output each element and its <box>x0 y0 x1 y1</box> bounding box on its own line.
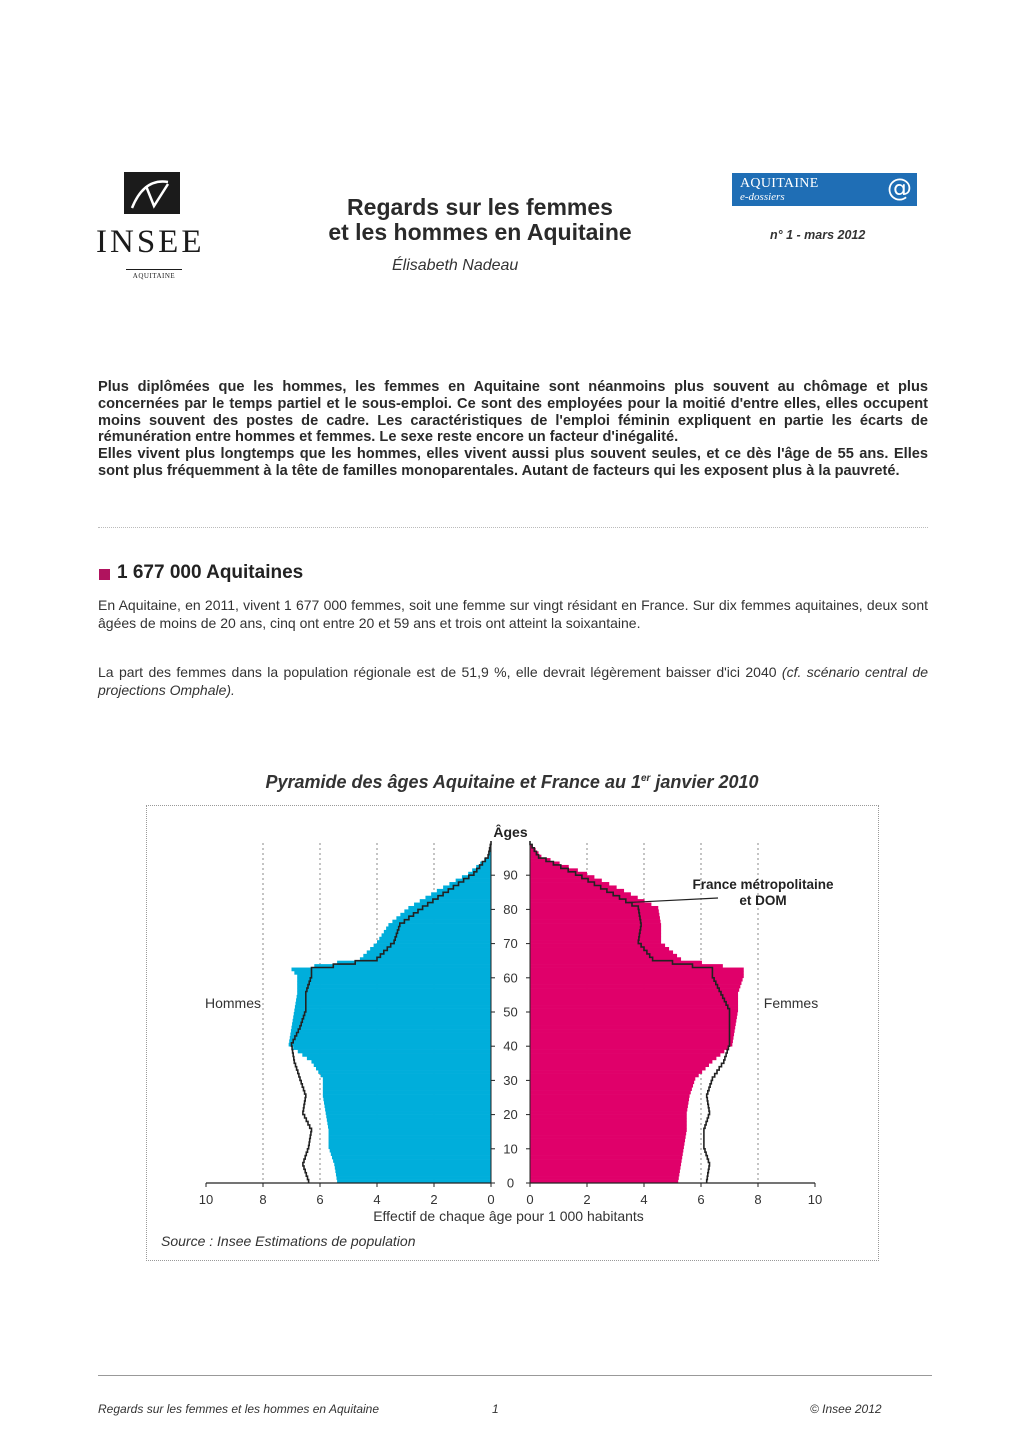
bar-hommes-age-6 <box>333 1159 491 1163</box>
bar-femmes-age-72 <box>530 933 661 937</box>
bar-femmes-age-71 <box>530 937 661 941</box>
bar-hommes-age-20 <box>326 1111 491 1115</box>
bar-hommes-age-3 <box>335 1169 491 1173</box>
bar-hommes-age-32 <box>318 1070 491 1074</box>
section-title: 1 677 000 Aquitaines <box>117 562 304 583</box>
bar-hommes-age-22 <box>325 1104 491 1108</box>
bar-femmes-age-42 <box>530 1036 733 1040</box>
bar-femmes-age-30 <box>530 1077 695 1081</box>
bar-femmes-age-52 <box>530 1002 738 1006</box>
bar-femmes-age-39 <box>530 1046 728 1050</box>
bar-femmes-age-67 <box>530 950 673 954</box>
bar-hommes-age-38 <box>298 1050 491 1054</box>
x-tick-label-left-4: 4 <box>373 1192 381 1207</box>
bar-hommes-age-35 <box>311 1060 491 1064</box>
bar-femmes-age-54 <box>530 995 738 999</box>
bar-femmes-age-5 <box>530 1162 681 1166</box>
bar-femmes-age-23 <box>530 1101 688 1105</box>
bar-hommes-age-49 <box>294 1012 491 1016</box>
at-sign-icon: @ <box>887 173 912 202</box>
bar-hommes-age-29 <box>323 1080 491 1084</box>
bar-hommes-age-23 <box>324 1101 491 1105</box>
chart-source: Source : Insee Estimations de population <box>161 1233 416 1249</box>
bar-femmes-age-10 <box>530 1145 684 1149</box>
bar-hommes-age-57 <box>297 985 491 989</box>
label-femmes: Femmes <box>763 995 819 1011</box>
bar-hommes-age-55 <box>297 991 491 995</box>
bar-hommes-age-37 <box>302 1053 491 1057</box>
bar-femmes-age-43 <box>530 1033 734 1037</box>
x-tick-label-right-6: 6 <box>697 1192 705 1207</box>
bar-hommes-age-48 <box>293 1015 491 1019</box>
abstract-paragraph-2: Elles vivent plus longtemps que les hommes, elles vivent aussi plus souvent seules, et ce dès l'âge de 55 ans. Elles sont plus fréquemment à la tête de familles monoparentales. Autant de facteurs qui les exposent plus à la pauvreté. <box>98 446 928 479</box>
bar-femmes-age-25 <box>530 1094 690 1098</box>
bar-femmes-age-3 <box>530 1169 680 1173</box>
bar-femmes-age-58 <box>530 981 741 985</box>
bar-femmes-age-20 <box>530 1111 687 1115</box>
footer-rule <box>98 1375 932 1376</box>
bar-hommes-age-21 <box>325 1108 491 1112</box>
bar-femmes-age-38 <box>530 1050 724 1054</box>
bar-femmes-age-19 <box>530 1115 687 1119</box>
bar-hommes-age-13 <box>329 1135 491 1139</box>
bar-hommes-age-54 <box>297 995 491 999</box>
bar-femmes-age-53 <box>530 998 738 1002</box>
document-title <box>240 195 720 245</box>
y-tick-label-10: 10 <box>503 1141 518 1157</box>
y-tick-label-20: 20 <box>503 1107 518 1123</box>
bar-femmes-age-1 <box>530 1176 679 1180</box>
x-tick-label-left-10: 10 <box>198 1192 214 1207</box>
bar-hommes-age-41 <box>289 1039 491 1043</box>
badge-line-1: AQUITAINE <box>740 176 819 191</box>
bar-hommes-age-46 <box>292 1022 491 1026</box>
bar-femmes-age-44 <box>530 1029 735 1033</box>
bar-femmes-age-46 <box>530 1022 736 1026</box>
insee-logo <box>96 172 205 284</box>
author: Élisabeth Nadeau <box>392 257 519 274</box>
bar-hommes-age-44 <box>291 1029 491 1033</box>
annotation-france-line-2: et DOM <box>739 893 787 908</box>
section-paragraph-2 <box>98 664 928 699</box>
x-tick-label-right-8: 8 <box>754 1192 762 1207</box>
bar-femmes-age-21 <box>530 1108 687 1112</box>
bar-femmes-age-41 <box>530 1039 733 1043</box>
bar-hommes-age-16 <box>328 1125 491 1129</box>
population-pyramid-chart <box>146 805 877 1259</box>
bar-hommes-age-45 <box>292 1026 492 1030</box>
bar-femmes-age-12 <box>530 1139 685 1143</box>
bar-hommes-age-15 <box>329 1128 491 1132</box>
bar-femmes-age-22 <box>530 1104 688 1108</box>
y-axis-label: Âges <box>493 824 528 840</box>
section-paragraph-1: En Aquitaine, en 2011, vivent 1 677 000 femmes, soit une femme sur vingt résidant en France. Sur dix femmes aquitaines, deux sont âgées de moins de 20 ans, cinq ont entre 20 et 59 ans et trois ont atteint la soixantaine. <box>98 597 928 631</box>
bar-femmes-age-11 <box>530 1142 684 1146</box>
y-tick-label-70: 70 <box>503 936 518 952</box>
y-tick-label-80: 80 <box>503 901 518 917</box>
bar-hommes-age-2 <box>336 1173 491 1177</box>
bar-femmes-age-57 <box>530 985 740 989</box>
bar-hommes-age-27 <box>323 1087 491 1091</box>
y-tick-label-50: 50 <box>503 1004 518 1020</box>
chart-title-main: Pyramide des âges Aquitaine et France au 1 <box>265 772 641 792</box>
bar-hommes-age-39 <box>293 1046 491 1050</box>
bar-hommes-age-56 <box>297 988 491 992</box>
bar-femmes-age-4 <box>530 1166 680 1170</box>
bar-hommes-age-73 <box>384 930 491 934</box>
bar-hommes-age-5 <box>334 1162 491 1166</box>
bar-hommes-age-28 <box>323 1084 491 1088</box>
footer-copyright: © Insee 2012 <box>810 1402 882 1416</box>
bar-femmes-age-33 <box>530 1067 706 1071</box>
title-line-2: et les hommes en Aquitaine <box>328 219 632 245</box>
bar-femmes-age-68 <box>530 947 669 951</box>
x-tick-label-left-8: 8 <box>259 1192 267 1207</box>
abstract <box>98 379 928 480</box>
bar-femmes-age-55 <box>530 991 738 995</box>
bar-femmes-age-50 <box>530 1009 738 1013</box>
x-tick-label-right-2: 2 <box>583 1192 591 1207</box>
bar-hommes-age-24 <box>323 1098 491 1102</box>
separator <box>98 527 928 528</box>
bar-hommes-age-11 <box>329 1142 491 1146</box>
chart-title-sup: er <box>640 773 651 784</box>
bar-hommes-age-61 <box>294 971 491 975</box>
bar-hommes-age-26 <box>323 1091 491 1095</box>
bar-femmes-age-27 <box>530 1087 692 1091</box>
bar-femmes-age-17 <box>530 1121 687 1125</box>
bar-hommes-age-7 <box>332 1156 491 1160</box>
bar-femmes-age-59 <box>530 978 743 982</box>
bar-femmes-age-45 <box>530 1026 735 1030</box>
bar-femmes-age-24 <box>530 1098 689 1102</box>
insee-logo-region: AQUITAINE <box>126 269 182 280</box>
bar-femmes-age-7 <box>530 1156 682 1160</box>
x-tick-label-right-10: 10 <box>807 1192 823 1207</box>
bar-hommes-age-42 <box>290 1036 491 1040</box>
bar-hommes-age-19 <box>326 1115 491 1119</box>
bar-femmes-age-48 <box>530 1015 737 1019</box>
bar-femmes-age-32 <box>530 1070 702 1074</box>
label-hommes: Hommes <box>204 995 262 1011</box>
bar-hommes-age-53 <box>296 998 491 1002</box>
bar-hommes-age-1 <box>337 1176 491 1180</box>
section-bullet-icon <box>99 569 110 580</box>
badge-line-2: e-dossiers <box>740 191 785 203</box>
bar-hommes-age-59 <box>297 978 491 982</box>
x-axis-label: Effectif de chaque âge pour 1 000 habitants <box>373 1208 644 1224</box>
x-tick-label-right-0: 0 <box>526 1192 534 1207</box>
title-line-1: Regards sur les femmes <box>347 194 613 220</box>
bar-hommes-age-51 <box>295 1005 491 1009</box>
bar-hommes-age-58 <box>297 981 491 985</box>
annotation-france-line-1: France métropolitaine <box>692 877 834 892</box>
bar-femmes-age-31 <box>530 1074 699 1078</box>
bar-femmes-age-18 <box>530 1118 687 1122</box>
abstract-paragraph-1: Plus diplômées que les hommes, les femmes en Aquitaine sont néanmoins plus souvent au chômage et plus concernées par le temps partiel et le sous-emploi. Ce sont des employées pour la moitié d'entre elles, elles occupent moins souvent des postes de cadre. Les caractéristiques de l'emploi féminin expliquent en partie les écarts de rémunération entre hommes et femmes. Le sexe reste encore un facteur d'inégalité. <box>98 379 928 446</box>
bar-hommes-age-25 <box>323 1094 491 1098</box>
bar-femmes-age-37 <box>530 1053 720 1057</box>
bar-femmes-age-73 <box>530 930 661 934</box>
bar-hommes-age-40 <box>289 1043 491 1047</box>
bar-hommes-age-9 <box>330 1149 491 1153</box>
x-tick-label-left-2: 2 <box>430 1192 438 1207</box>
bar-femmes-age-36 <box>530 1056 716 1060</box>
bar-hommes-age-36 <box>307 1056 491 1060</box>
bar-femmes-age-49 <box>530 1012 737 1016</box>
chart-title <box>150 772 874 793</box>
y-tick-label-30: 30 <box>503 1072 518 1088</box>
bar-hommes-age-43 <box>290 1033 491 1037</box>
bar-femmes-age-2 <box>530 1173 679 1177</box>
bar-hommes-age-14 <box>329 1132 491 1136</box>
bar-hommes-age-8 <box>331 1152 491 1156</box>
y-tick-label-0: 0 <box>506 1175 515 1191</box>
bar-hommes-age-60 <box>297 974 491 978</box>
bar-femmes-age-47 <box>530 1019 736 1023</box>
x-tick-label-left-0: 0 <box>487 1192 495 1207</box>
y-tick-label-40: 40 <box>503 1038 518 1054</box>
y-tick-label-60: 60 <box>503 970 518 986</box>
x-tick-label-left-6: 6 <box>316 1192 324 1207</box>
footer-page-number: 1 <box>492 1402 499 1416</box>
bar-hommes-age-12 <box>329 1139 491 1143</box>
bar-hommes-age-47 <box>293 1019 491 1023</box>
bar-femmes-age-35 <box>530 1060 712 1064</box>
bar-femmes-age-16 <box>530 1125 687 1129</box>
bar-femmes-age-51 <box>530 1005 738 1009</box>
bar-femmes-age-14 <box>530 1132 686 1136</box>
edossiers-badge <box>732 173 917 206</box>
bar-hommes-age-33 <box>316 1067 491 1071</box>
bar-femmes-age-8 <box>530 1152 683 1156</box>
bar-hommes-age-52 <box>295 1002 491 1006</box>
bar-femmes-age-34 <box>530 1063 709 1067</box>
bar-hommes-age-10 <box>329 1145 491 1149</box>
insee-logo-mark-icon <box>124 172 180 214</box>
bar-hommes-age-17 <box>327 1121 491 1125</box>
footer-title: Regards sur les femmes et les hommes en Aquitaine <box>98 1402 380 1416</box>
bar-hommes-age-74 <box>386 927 491 931</box>
bar-femmes-age-69 <box>530 944 665 948</box>
bar-hommes-age-4 <box>335 1166 491 1170</box>
y-tick-label-90: 90 <box>503 867 518 883</box>
bar-femmes-age-28 <box>530 1084 693 1088</box>
bar-femmes-age-15 <box>530 1128 687 1132</box>
bar-hommes-age-18 <box>327 1118 491 1122</box>
paragraph-2-citation: (cf. scénario central de projections Omphale). <box>98 664 928 698</box>
bar-hommes-age-31 <box>321 1074 491 1078</box>
chart-title-end: janvier 2010 <box>650 772 759 792</box>
bar-femmes-age-26 <box>530 1091 691 1095</box>
bar-hommes-age-50 <box>294 1009 491 1013</box>
bar-femmes-age-6 <box>530 1159 682 1163</box>
bar-femmes-age-9 <box>530 1149 683 1153</box>
bar-femmes-age-29 <box>530 1080 694 1084</box>
bar-femmes-age-66 <box>530 954 677 958</box>
bar-femmes-age-56 <box>530 988 739 992</box>
x-tick-label-right-4: 4 <box>640 1192 648 1207</box>
bar-femmes-age-13 <box>530 1135 686 1139</box>
paragraph-2-text: La part des femmes dans la population régionale est de 51,9 %, elle devrait légèrement baisser d'ici 2040 <box>98 664 782 680</box>
bar-hommes-age-30 <box>323 1077 491 1081</box>
insee-logo-text: INSEE <box>96 224 205 260</box>
bar-hommes-age-34 <box>314 1063 491 1067</box>
bar-femmes-age-40 <box>530 1043 732 1047</box>
issue-number: n° 1 - mars 2012 <box>770 228 866 242</box>
